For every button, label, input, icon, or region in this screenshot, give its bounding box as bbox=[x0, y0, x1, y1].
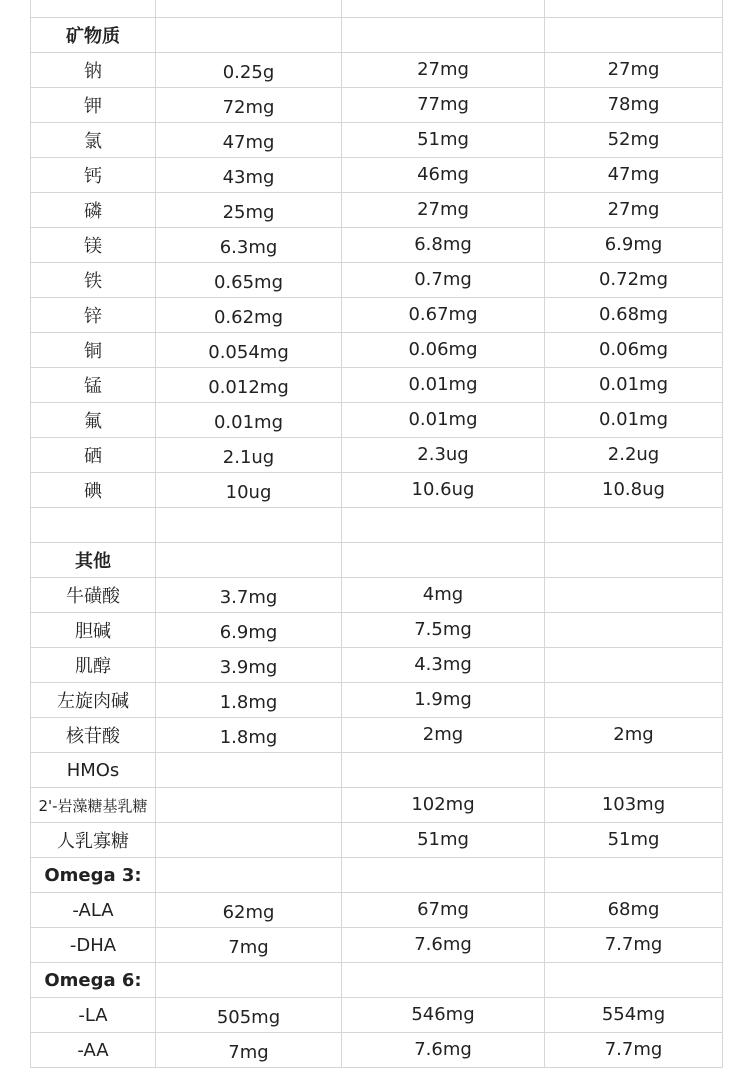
value-cell bbox=[156, 963, 342, 997]
value-cell: 0.012mg bbox=[156, 368, 342, 402]
row-label-cell: -LA bbox=[31, 998, 156, 1032]
row-label-cell: 肌醇 bbox=[31, 648, 156, 682]
table-row bbox=[31, 752, 722, 787]
section-header-row bbox=[31, 857, 722, 892]
table-row bbox=[31, 262, 722, 297]
value-cell: 78mg bbox=[607, 93, 660, 115]
row-label-cell: 铜 bbox=[31, 333, 156, 367]
table-row bbox=[31, 892, 722, 927]
row-label-cell: 镁 bbox=[31, 228, 156, 262]
value-cell: 10ug bbox=[156, 473, 342, 507]
value-cell bbox=[156, 18, 342, 52]
row-label-cell: 胆碱 bbox=[31, 613, 156, 647]
value-cell: 7.6mg bbox=[342, 928, 545, 962]
value-cell bbox=[156, 858, 342, 892]
value-cell: 27mg bbox=[342, 53, 545, 87]
value-cell: 52mg bbox=[607, 128, 660, 150]
value-cell bbox=[342, 0, 545, 17]
value-cell: 46mg bbox=[342, 158, 545, 192]
value-cell: 0.67mg bbox=[342, 298, 545, 332]
row-label-cell: 硒 bbox=[31, 438, 156, 472]
row-label-cell: 钾 bbox=[31, 88, 156, 122]
nutrition-table bbox=[30, 0, 723, 1068]
table-row bbox=[31, 157, 722, 192]
value-cell: 2.2ug bbox=[607, 443, 660, 465]
value-cell bbox=[545, 508, 722, 542]
value-cell bbox=[545, 0, 722, 17]
value-cell bbox=[156, 753, 342, 787]
value-cell: 51mg bbox=[342, 123, 545, 157]
value-cell: 4.3mg bbox=[342, 648, 545, 682]
table-row bbox=[31, 647, 722, 682]
value-cell: 1.9mg bbox=[342, 683, 545, 717]
table-row bbox=[31, 0, 722, 17]
row-label-cell: Omega 6: bbox=[31, 963, 156, 997]
row-label-cell: 人乳寡糖 bbox=[31, 823, 156, 857]
value-cell: 0.06mg bbox=[342, 333, 545, 367]
row-label-cell: -DHA bbox=[31, 928, 156, 962]
row-label-cell: 左旋肉碱 bbox=[31, 683, 156, 717]
section-header-row bbox=[31, 962, 722, 997]
value-cell: 51mg bbox=[607, 828, 660, 850]
row-label-cell: 氟 bbox=[31, 403, 156, 437]
value-cell bbox=[156, 823, 342, 857]
table-row bbox=[31, 822, 722, 857]
value-cell: 546mg bbox=[342, 998, 545, 1032]
table-row bbox=[31, 367, 722, 402]
section-header-row bbox=[31, 17, 722, 52]
value-cell: 6.8mg bbox=[342, 228, 545, 262]
value-cell bbox=[342, 508, 545, 542]
value-cell: 0.62mg bbox=[156, 298, 342, 332]
row-label-cell: 其他 bbox=[31, 543, 156, 577]
value-cell bbox=[156, 543, 342, 577]
row-label-cell: 锰 bbox=[31, 368, 156, 402]
value-cell bbox=[545, 963, 722, 997]
value-cell bbox=[342, 18, 545, 52]
value-cell bbox=[342, 963, 545, 997]
value-cell bbox=[156, 788, 342, 822]
value-cell: 7.7mg bbox=[604, 933, 663, 955]
value-cell: 0.65mg bbox=[156, 263, 342, 297]
value-cell bbox=[342, 753, 545, 787]
value-cell: 62mg bbox=[156, 893, 342, 927]
value-cell bbox=[545, 858, 722, 892]
value-cell: 4mg bbox=[342, 578, 545, 612]
table-row bbox=[31, 437, 722, 472]
row-label-cell: 核苷酸 bbox=[31, 718, 156, 752]
table-row bbox=[31, 192, 722, 227]
row-label-cell: 氯 bbox=[31, 123, 156, 157]
row-label-cell: 铁 bbox=[31, 263, 156, 297]
value-cell bbox=[545, 648, 722, 682]
value-cell: 103mg bbox=[601, 793, 666, 815]
value-cell: 6.9mg bbox=[604, 233, 663, 255]
value-cell: 0.68mg bbox=[598, 303, 669, 325]
value-cell: 102mg bbox=[342, 788, 545, 822]
value-cell: 25mg bbox=[156, 193, 342, 227]
table-row bbox=[31, 997, 722, 1032]
value-cell: 0.7mg bbox=[342, 263, 545, 297]
value-cell bbox=[156, 508, 342, 542]
table-row bbox=[31, 52, 722, 87]
row-label-cell: Omega 3: bbox=[31, 858, 156, 892]
value-cell: 7mg bbox=[156, 928, 342, 962]
value-cell: 72mg bbox=[156, 88, 342, 122]
value-cell: 0.01mg bbox=[342, 368, 545, 402]
row-label-cell: HMOs bbox=[31, 753, 156, 787]
value-cell: 7.5mg bbox=[342, 613, 545, 647]
section-header-row bbox=[31, 542, 722, 577]
value-cell: 7.7mg bbox=[604, 1038, 663, 1060]
value-cell: 2mg bbox=[613, 723, 654, 745]
value-cell bbox=[342, 543, 545, 577]
row-label-cell bbox=[31, 508, 156, 542]
value-cell: 67mg bbox=[342, 893, 545, 927]
row-label-cell: 2'-岩藻糖基乳糖 bbox=[31, 788, 156, 822]
value-cell: 554mg bbox=[601, 1003, 666, 1025]
value-cell: 505mg bbox=[156, 998, 342, 1032]
value-cell: 2mg bbox=[342, 718, 545, 752]
row-label-cell: -ALA bbox=[31, 893, 156, 927]
value-cell: 0.25g bbox=[156, 53, 342, 87]
value-cell: 68mg bbox=[607, 898, 660, 920]
value-cell: 6.3mg bbox=[156, 228, 342, 262]
row-label-cell: 钠 bbox=[31, 53, 156, 87]
value-cell: 7mg bbox=[156, 1033, 342, 1067]
row-label-cell: 碘 bbox=[31, 473, 156, 507]
value-cell: 27mg bbox=[607, 198, 660, 220]
row-label-cell: 磷 bbox=[31, 193, 156, 227]
value-cell: 0.06mg bbox=[598, 338, 669, 360]
value-cell: 6.9mg bbox=[156, 613, 342, 647]
row-label-cell: 锌 bbox=[31, 298, 156, 332]
row-label-cell: 钙 bbox=[31, 158, 156, 192]
value-cell: 10.6ug bbox=[342, 473, 545, 507]
row-label-cell bbox=[31, 0, 156, 17]
table-row bbox=[31, 332, 722, 367]
value-cell bbox=[545, 753, 722, 787]
value-cell bbox=[545, 543, 722, 577]
table-row bbox=[31, 717, 722, 752]
value-cell: 47mg bbox=[156, 123, 342, 157]
value-cell: 43mg bbox=[156, 158, 342, 192]
value-cell: 7.6mg bbox=[342, 1033, 545, 1067]
value-cell: 27mg bbox=[607, 58, 660, 80]
table-row bbox=[31, 402, 722, 437]
value-cell: 3.9mg bbox=[156, 648, 342, 682]
value-cell: 0.01mg bbox=[156, 403, 342, 437]
value-cell: 2.1ug bbox=[156, 438, 342, 472]
table-row bbox=[31, 297, 722, 332]
value-cell bbox=[545, 578, 722, 612]
value-cell bbox=[156, 0, 342, 17]
table-row bbox=[31, 927, 722, 962]
value-cell: 51mg bbox=[342, 823, 545, 857]
value-cell: 0.054mg bbox=[156, 333, 342, 367]
row-label-cell: 矿物质 bbox=[31, 18, 156, 52]
row-label-cell: -AA bbox=[31, 1033, 156, 1067]
table-row bbox=[31, 577, 722, 612]
value-cell bbox=[342, 858, 545, 892]
value-cell: 47mg bbox=[607, 163, 660, 185]
value-cell: 0.01mg bbox=[598, 373, 669, 395]
table-row bbox=[31, 507, 722, 542]
value-cell: 2.3ug bbox=[342, 438, 545, 472]
value-cell: 1.8mg bbox=[156, 683, 342, 717]
row-label-cell: 牛磺酸 bbox=[31, 578, 156, 612]
table-row bbox=[31, 1032, 722, 1067]
table-row bbox=[31, 87, 722, 122]
table-row bbox=[31, 682, 722, 717]
table-row bbox=[31, 227, 722, 262]
value-cell: 77mg bbox=[342, 88, 545, 122]
value-cell: 0.01mg bbox=[342, 403, 545, 437]
value-cell bbox=[545, 683, 722, 717]
value-cell: 10.8ug bbox=[602, 478, 665, 500]
table-row bbox=[31, 612, 722, 647]
table-row bbox=[31, 472, 722, 507]
value-cell: 0.01mg bbox=[598, 408, 669, 430]
value-cell: 1.8mg bbox=[156, 718, 342, 752]
table-row bbox=[31, 787, 722, 822]
value-cell: 27mg bbox=[342, 193, 545, 227]
value-cell bbox=[545, 18, 722, 52]
table-row bbox=[31, 122, 722, 157]
value-cell: 3.7mg bbox=[156, 578, 342, 612]
value-cell bbox=[545, 613, 722, 647]
value-cell: 0.72mg bbox=[598, 268, 669, 290]
